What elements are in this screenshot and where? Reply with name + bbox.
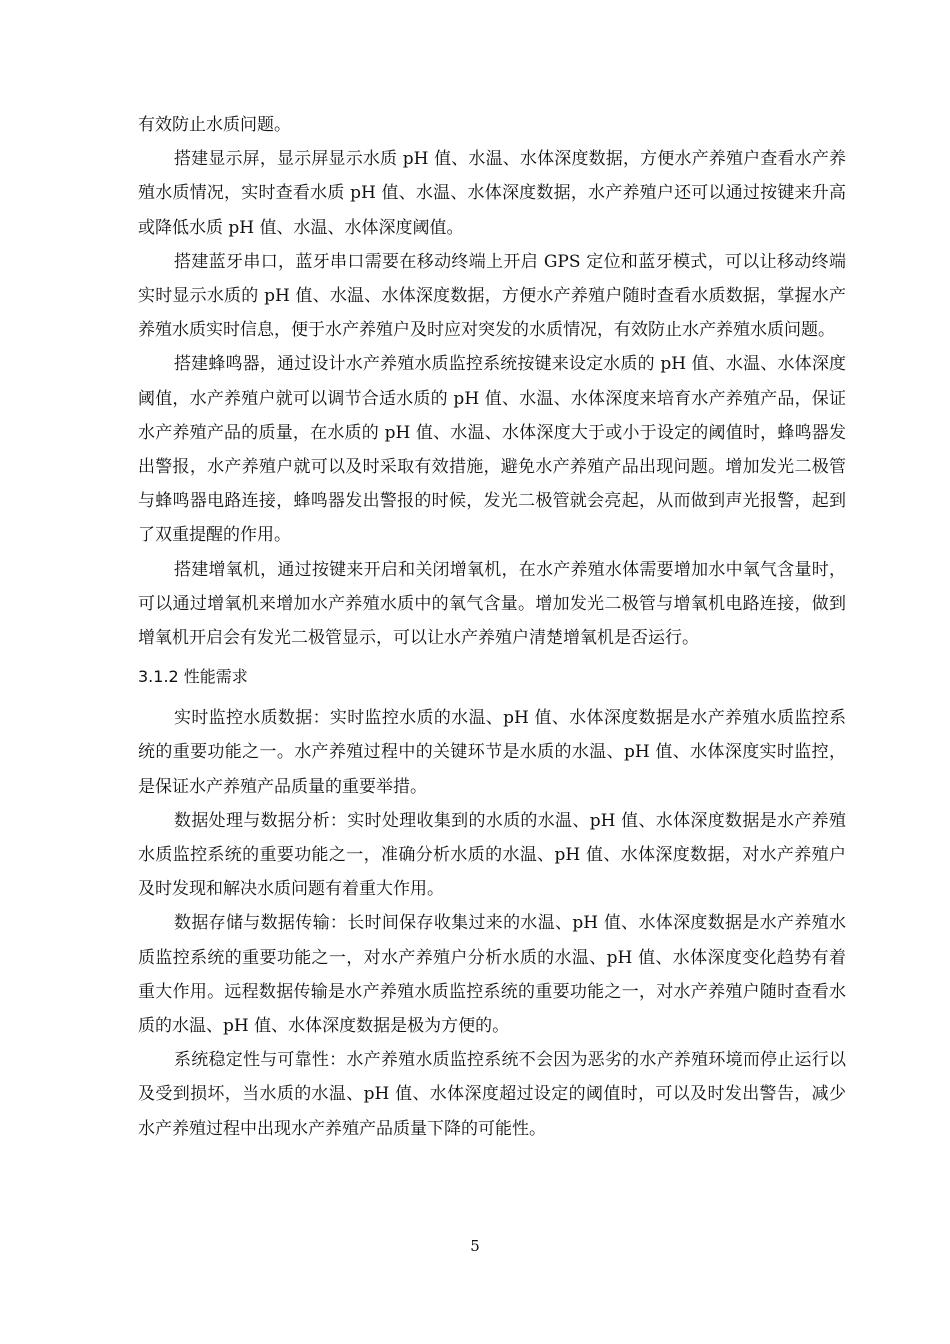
paragraph-display-screen: 搭建显示屏，显示屏显示水质 pH 值、水温、水体深度数据，方便水产养殖户查看水产养殖水质情况，实时查看水质 pH 值、水温、水体深度数据，水产养殖户还可以通过按键来升高或降低水质 pH 值、水温、水体深度阈值。 (138, 149, 846, 238)
paragraph-data-processing: 数据处理与数据分析：实时处理收集到的水质的水温、pH 值、水体深度数据是水产养殖水质监控系统的重要功能之一，准确分析水质的水温、pH 值、水体深度数据，对水产养殖户及时发现和解决水质问题有着重大作用。 (138, 810, 846, 900)
paragraph-aerator: 搭建增氧机，通过按键来开启和关闭增氧机，在水产养殖水体需要增加水中氧气含量时，可以通过增氧机来增加水产养殖水质中的氧气含量。增加发光二极管与增氧机电路连接，做到增氧机开启会有发光二极管显示，可以让水产养殖户清楚增氧机是否运行。 (138, 559, 846, 649)
paragraph-continuation: 有效防止水质问题。 (138, 115, 291, 135)
paragraph-buzzer: 搭建蜂鸣器，通过设计水产养殖水质监控系统按键来设定水质的 pH 值、水温、水体深度阈值，水产养殖户就可以调节合适水质的 pH 值、水温、水体深度来培育水产养殖产品，保证水产养殖产品的质量，在水质的 pH 值、水温、水体深度大于或小于设定的阈值时，蜂鸣器发出警报，水产养殖户就可以及时采取有效措施，避免水产养殖产品出现问题。增加发光二极管与蜂鸣器电路连接，蜂鸣器发出警报的时候，发光二极管就会亮起，从而做到声光报警，起到了双重提醒的作用。 (138, 354, 846, 546)
page-number: 5 (470, 1237, 480, 1255)
section-heading: 3.1.2 性能需求 (138, 667, 248, 687)
paragraph-realtime-monitoring: 实时监控水质数据：实时监控水质的水温、pH 值、水体深度数据是水产养殖水质监控系统的重要功能之一。水产养殖过程中的关键环节是水质的水温、pH 值、水体深度实时监控，是保证水产养殖产品质量的重要举措。 (138, 708, 846, 797)
paragraph-bluetooth-serial: 搭建蓝牙串口，蓝牙串口需要在移动终端上开启 GPS 定位和蓝牙模式，可以让移动终端实时显示水质的 pH 值、水温、水体深度数据，方便水产养殖户随时查看水质数据，掌握水产养殖水质实时信息，便于水产养殖户及时应对突发的水质情况，有效防止水产养殖水质问题。 (138, 251, 846, 341)
paragraph-stability: 系统稳定性与可靠性：水产养殖水质监控系统不会因为恶劣的水产养殖环境而停止运行以及受到损坏，当水质的水温、pH 值、水体深度超过设定的阈值时，可以及时发出警告，减少水产养殖过程中出现水产养殖产品质量下降的可能性。 (138, 1050, 846, 1139)
document-page (138, 108, 846, 1146)
paragraph-data-storage: 数据存储与数据传输：长时间保存收集过来的水温、pH 值、水体深度数据是水产养殖水质监控系统的重要功能之一，对水产养殖户分析水质的水温、pH 值、水体深度变化趋势有着重大作用。远程数据传输是水产养殖水质监控系统的重要功能之一，对水产养殖户随时查看水质的水温、pH 值、水体深度数据是极为方便的。 (138, 913, 846, 1037)
